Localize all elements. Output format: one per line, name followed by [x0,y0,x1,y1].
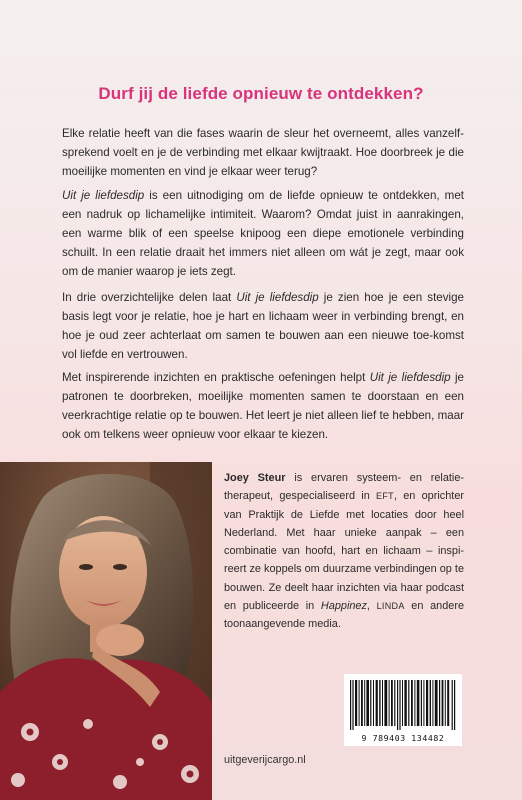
magazine-happinez: Happinez [320,600,367,613]
author-portrait-illustration [0,462,212,800]
isbn-barcode [344,674,462,746]
barcode-bars [350,680,456,730]
book-title-inline: Uit je liefdesdip [236,291,319,304]
blurb-text: is een uitnodiging om de liefde opnieuw te ontdekken, met een nadruk op lichamelijke intimiteit. Waarom? Omdat juist in aanrakingen, een warme blik of een speelse knipoog een diepe emotionele verbinding schuilt. In een relatie draait het immers niet alleen om wát je zegt, maar ook om de manier waarop je iets zegt. [62,189,464,278]
book-title-inline: Uit je liefdesdip [62,189,145,202]
bio-eft: EFT [376,491,394,502]
blurb-paragraph-2 [62,186,464,281]
blurb-text: In drie overzichtelijke delen laat [62,291,237,304]
book-title-inline: Uit je liefdesdip [369,371,451,384]
back-cover-headline: Durf jij de liefde opnieuw te ontdekken? [98,84,424,103]
blurb-paragraph-1: Elke relatie heeft van die fases waarin de sleur het overneemt, alles vanzelf-sprekend voelt en je de verbinding met elkaar kwijtraakt. Hoe doorbreek je die moeilijke momenten en vind je elkaar weer terug? [62,127,464,178]
author-bio [224,469,464,634]
bio-text: en andere toonaangevende media. [224,600,464,631]
blurb-paragraph-4 [62,368,464,444]
bio-text: , en oprichter van Praktijk de Liefde met locaties door heel Nederland. Met haar unieke aanpak – een combinatie van hoofd, hart en lichaam – inspi-reert ze koppels om duurzame verbindingen op te bouwen. Ze deelt haar inzichten via haar podcast en publiceerde in [224,490,464,613]
isbn-number: 9 789403 134482 [361,733,445,743]
blurb-paragraph-3 [62,288,464,364]
author-photo [0,462,212,800]
blurb-text: Met inspirerende inzichten en praktische oefeningen helpt [62,371,370,384]
publisher-website: uitgeverijcargo.nl [224,754,306,766]
blurb-text: je zien hoe je een stevige basis legt voor je relatie, hoe je hart en lichaam weer in verbinding brengt, en hoe je oud zeer achterlaat om samen te bouwen aan een nieuwe toe-komst vol liefde en vertrouwen. [62,291,465,361]
blurb-text: je patronen te doorbreken, moeilijke momenten samen te doorstaan en een veerkrachtige relatie op te bouwen. Het leert je niet alleen lief te hebben, maar ook om telkens weer opnieuw voor elkaar te kiezen. [62,371,464,441]
author-name: Joey Steur [224,472,286,484]
bio-text: , [366,600,377,613]
magazine-linda: LINDA [376,601,405,612]
bio-text: is ervaren systeem- en relatie-therapeut, gespecialiseerd in [224,472,465,503]
